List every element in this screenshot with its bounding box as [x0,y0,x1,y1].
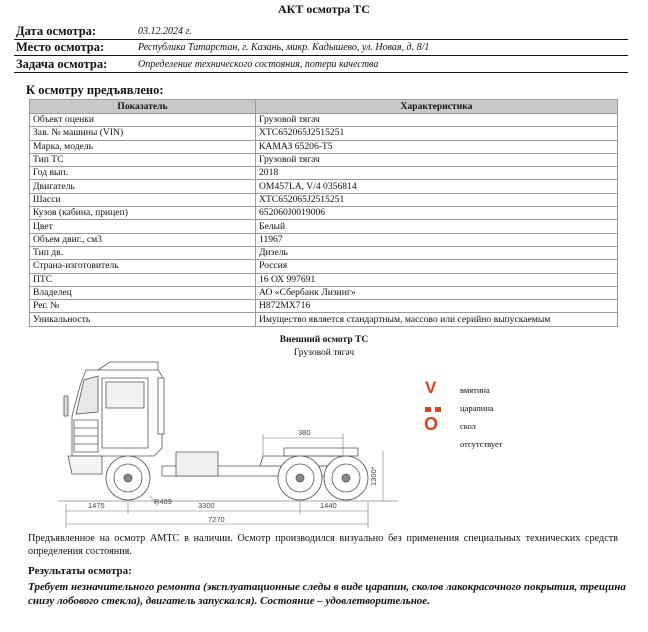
header-row-task [14,57,628,73]
external-inspection-subtitle: Грузовой тягач [293,348,355,358]
table-row [30,220,618,233]
cell-indicator: Шасси [30,193,256,206]
header-row-date [14,24,628,40]
dim-3300: 3300 [198,501,215,510]
cell-value: Н872МХ716 [256,300,618,313]
cell-indicator: Объект оценки [30,114,256,127]
table-row [30,114,618,127]
cell-indicator: Страна-изготовитель [30,260,256,273]
fuel-tank [176,452,218,476]
table-row [30,167,618,180]
cell-indicator: Владелец [30,286,256,299]
cell-indicator: ПТС [30,273,256,286]
cell-value: Белый [256,220,618,233]
dim-1440: 1440 [320,501,337,510]
table-row [30,140,618,153]
dim-1300: 1300* [369,466,378,486]
document-title: АКТ осмотра ТС [278,2,370,16]
cell-indicator: Объем двиг., см3 [30,233,256,246]
header-row-place [14,40,628,56]
table-row [30,233,618,246]
exhaust-stack [158,378,164,434]
task-value: Определение технического состояния, потери качества [138,59,379,70]
cell-indicator: Двигатель [30,180,256,193]
place-label: Место осмотра: [16,40,105,54]
date-label: Дата осмотра: [16,24,97,38]
date-value: 03.12.2024 г. [138,26,192,37]
cell-indicator: Цвет [30,220,256,233]
cell-value: OM457LA, V/4 0356814 [256,180,618,193]
task-label: Задача осмотра: [16,57,108,71]
cell-indicator: Тип дв. [30,246,256,259]
dim-380: 380 [298,428,311,437]
results-text: Требует незначительного ремонта (эксплуатационные следы в виде царапин, сколов лакокрасочного покрытия, трещина снизу лобового стекла), двигатель запускался). Состояние – удовлетворительное. [28,581,626,607]
table-row [30,193,618,206]
table-row [30,260,618,273]
bumper [68,456,102,474]
chip-mark-icon: O [424,414,439,434]
cell-value: Имущество является стандартным, массово или серийно выпускаемым [256,313,618,326]
spec-table [29,99,618,327]
cell-indicator: Уникальность [30,313,256,326]
legend-dent: вмятина [460,385,490,395]
table-row [30,286,618,299]
cell-indicator: Марка, модель [30,140,256,153]
dim-1475: 1475 [88,501,105,510]
cell-indicator: Год вып. [30,167,256,180]
table-header-row [30,100,618,114]
rear-mudguard [284,448,358,456]
cell-value: 652060J0019006 [256,207,618,220]
cell-value: АО «Сбербанк Лизинг» [256,286,618,299]
place-value: Республика Татарстан, г. Казань, микр. Кадышево, ул. Новая, д. 8/1 [138,42,430,53]
cell-indicator: Зав. № машины (VIN) [30,127,256,140]
column-header-indicator: Показатель [30,100,256,114]
legend-scratch: царапина [460,403,494,413]
cell-value: Грузовой тягач [256,114,618,127]
rear-wheel-1 [278,456,322,500]
table-row [30,127,618,140]
cell-indicator: Тип ТС [30,153,256,166]
cell-value: Россия [256,260,618,273]
results-title: Результаты осмотра: [28,565,132,577]
cell-value: Грузовой тягач [256,153,618,166]
cell-value: XTC652065J2515251 [256,193,618,206]
table-row [30,313,618,326]
front-wheel [106,456,150,500]
table-row [30,207,618,220]
cell-value: XTC652065J2515251 [256,127,618,140]
mirror [64,396,68,416]
cell-value: Дизель [256,246,618,259]
dent-mark-icon: V [425,378,437,397]
cab-window [106,382,144,408]
truck-drawing [58,356,410,532]
dim-r489: R489 [154,497,172,506]
roof-fairing [98,362,158,370]
cell-value: 11967 [256,233,618,246]
inspection-paragraph: Предъявленное на осмотр АМТС в наличии. Осмотр производился визуально без применения специальных технических средств определения состояния. [28,533,618,557]
legend-missing: отсутствует [460,439,503,449]
external-inspection-title: Внешний осмотр ТС [279,335,369,345]
cell-value: 2018 [256,167,618,180]
column-header-characteristic: Характеристика [256,100,618,114]
section-title: К осмотру предъявлено: [26,83,164,97]
table-row [30,246,618,259]
rear-wheel-2 [324,456,368,500]
cell-value: КАМАЗ 65206-T5 [256,140,618,153]
table-row [30,273,618,286]
legend-chip: скол [460,421,476,431]
scratch-mark-icon [425,407,443,411]
cell-indicator: Рег. № [30,300,256,313]
table-row [30,180,618,193]
cell-value: 16 ОХ 997691 [256,273,618,286]
table-row [30,153,618,166]
cell-indicator: Кузов (кабина, прицеп) [30,207,256,220]
dim-7270: 7270 [208,515,225,524]
table-row [30,300,618,313]
